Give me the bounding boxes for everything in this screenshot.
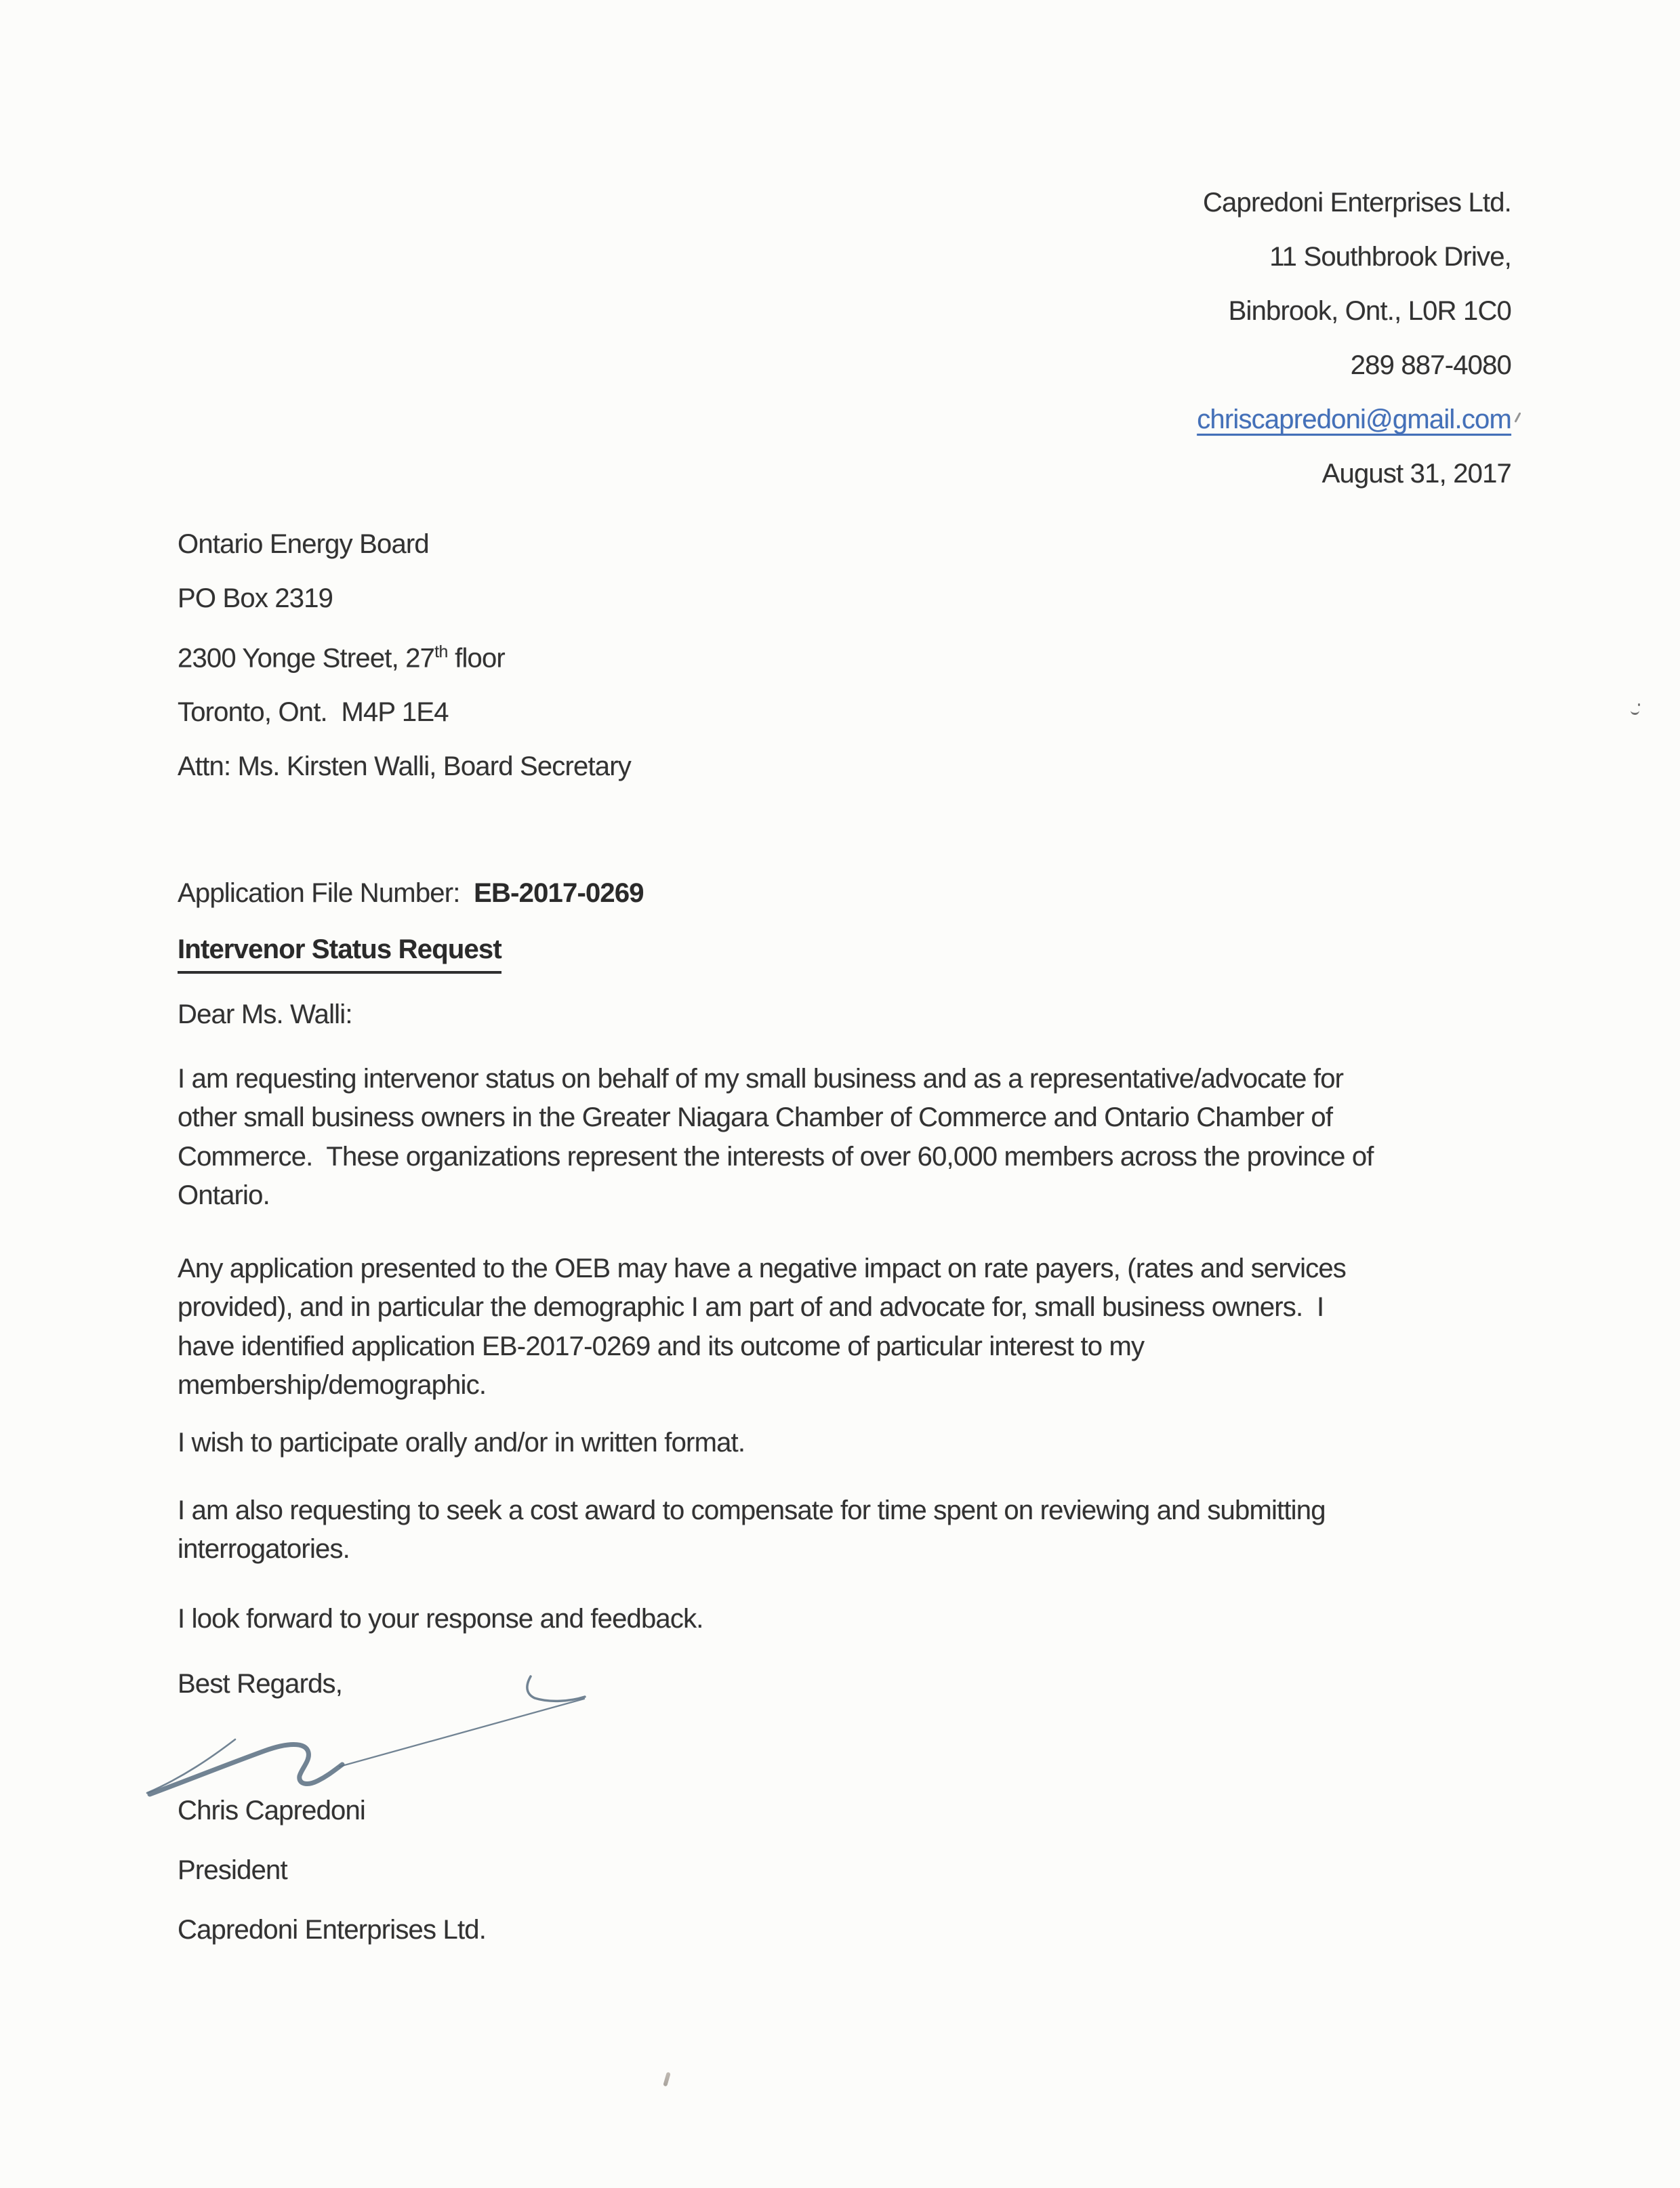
- paragraph-4: [178, 1491, 1326, 1569]
- body-line: have identified application EB-2017-0269 and its outcome of particular interest to my: [178, 1331, 1145, 1361]
- signatory-company: Capredoni Enterprises Ltd.: [178, 1915, 487, 1945]
- body-line: Ontario.: [178, 1180, 270, 1210]
- valediction: Best Regards,: [178, 1669, 343, 1699]
- street-ordinal: th: [434, 643, 448, 661]
- paragraph-5: [178, 1600, 703, 1638]
- signature-diagonal: [340, 1699, 584, 1767]
- sender-phone: 289 887-4080: [1350, 350, 1511, 380]
- signatory-name: Chris Capredoni: [178, 1796, 366, 1825]
- sender-company: Capredoni Enterprises Ltd.: [1202, 188, 1511, 218]
- body-line: provided), and in particular the demographic I am part of and advocate for, small business owners. I: [178, 1292, 1324, 1323]
- body-line: I wish to participate orally and/or in written format.: [178, 1428, 745, 1458]
- paragraph-1: [178, 1060, 1374, 1215]
- recipient-po-box: PO Box 2319: [178, 583, 333, 613]
- body-line: I look forward to your response and feedback.: [178, 1604, 703, 1634]
- application-file-number-value: EB-2017-0269: [474, 878, 644, 908]
- scan-artifact: [663, 2072, 671, 2087]
- paragraph-2: [178, 1250, 1346, 1405]
- recipient-city-line: Toronto, Ont. M4P 1E4: [178, 697, 449, 728]
- closing-block: [178, 1781, 486, 1960]
- scan-artifact: [1631, 707, 1639, 715]
- street-prefix: 2300 Yonge Street, 27: [178, 643, 435, 674]
- sender-address-line1: 11 Southbrook Drive,: [1269, 242, 1511, 272]
- recipient-attention: Attn: Ms. Kirsten Walli, Board Secretary: [178, 751, 631, 782]
- paragraph-3: [178, 1424, 745, 1462]
- body-line: Any application presented to the OEB may have a negative impact on rate payers, (rates and services: [178, 1254, 1347, 1283]
- signatory-title: President: [178, 1855, 287, 1885]
- application-file-number-line: [178, 874, 644, 913]
- recipient-block: [178, 517, 631, 793]
- letter-date: August 31, 2017: [1322, 459, 1511, 489]
- scan-artifact: [1514, 412, 1521, 423]
- sender-email-link[interactable]: chriscapredoni@gmail.com: [1197, 405, 1511, 434]
- sender-address-line2: Binbrook, Ont., L0R 1C0: [1228, 296, 1511, 326]
- subject-line: Intervenor Status Request: [178, 930, 501, 974]
- recipient-street: [178, 625, 631, 685]
- street-suffix: floor: [447, 643, 505, 674]
- body-line: other small business owners in the Greater Niagara Chamber of Commerce and Ontario Chamber of: [178, 1102, 1333, 1133]
- salutation: Dear Ms. Walli:: [178, 999, 352, 1029]
- application-file-number-label: Application File Number:: [178, 878, 474, 908]
- sender-email-line: [1197, 392, 1511, 447]
- body-line: I am requesting intervenor status on behalf of my small business and as a representative/advocate for: [178, 1064, 1344, 1094]
- recipient-organization: Ontario Energy Board: [178, 529, 429, 559]
- signature-hook: [527, 1676, 585, 1701]
- body-line: interrogatories.: [178, 1534, 350, 1565]
- body-line: Commerce. These organizations represent the interests of over 60,000 members across the province of: [178, 1141, 1374, 1172]
- sender-block: [1197, 176, 1511, 501]
- body-line: membership/demographic.: [178, 1369, 487, 1400]
- body-line: I am also requesting to seek a cost award to compensate for time spent on reviewing and submitting: [178, 1495, 1326, 1525]
